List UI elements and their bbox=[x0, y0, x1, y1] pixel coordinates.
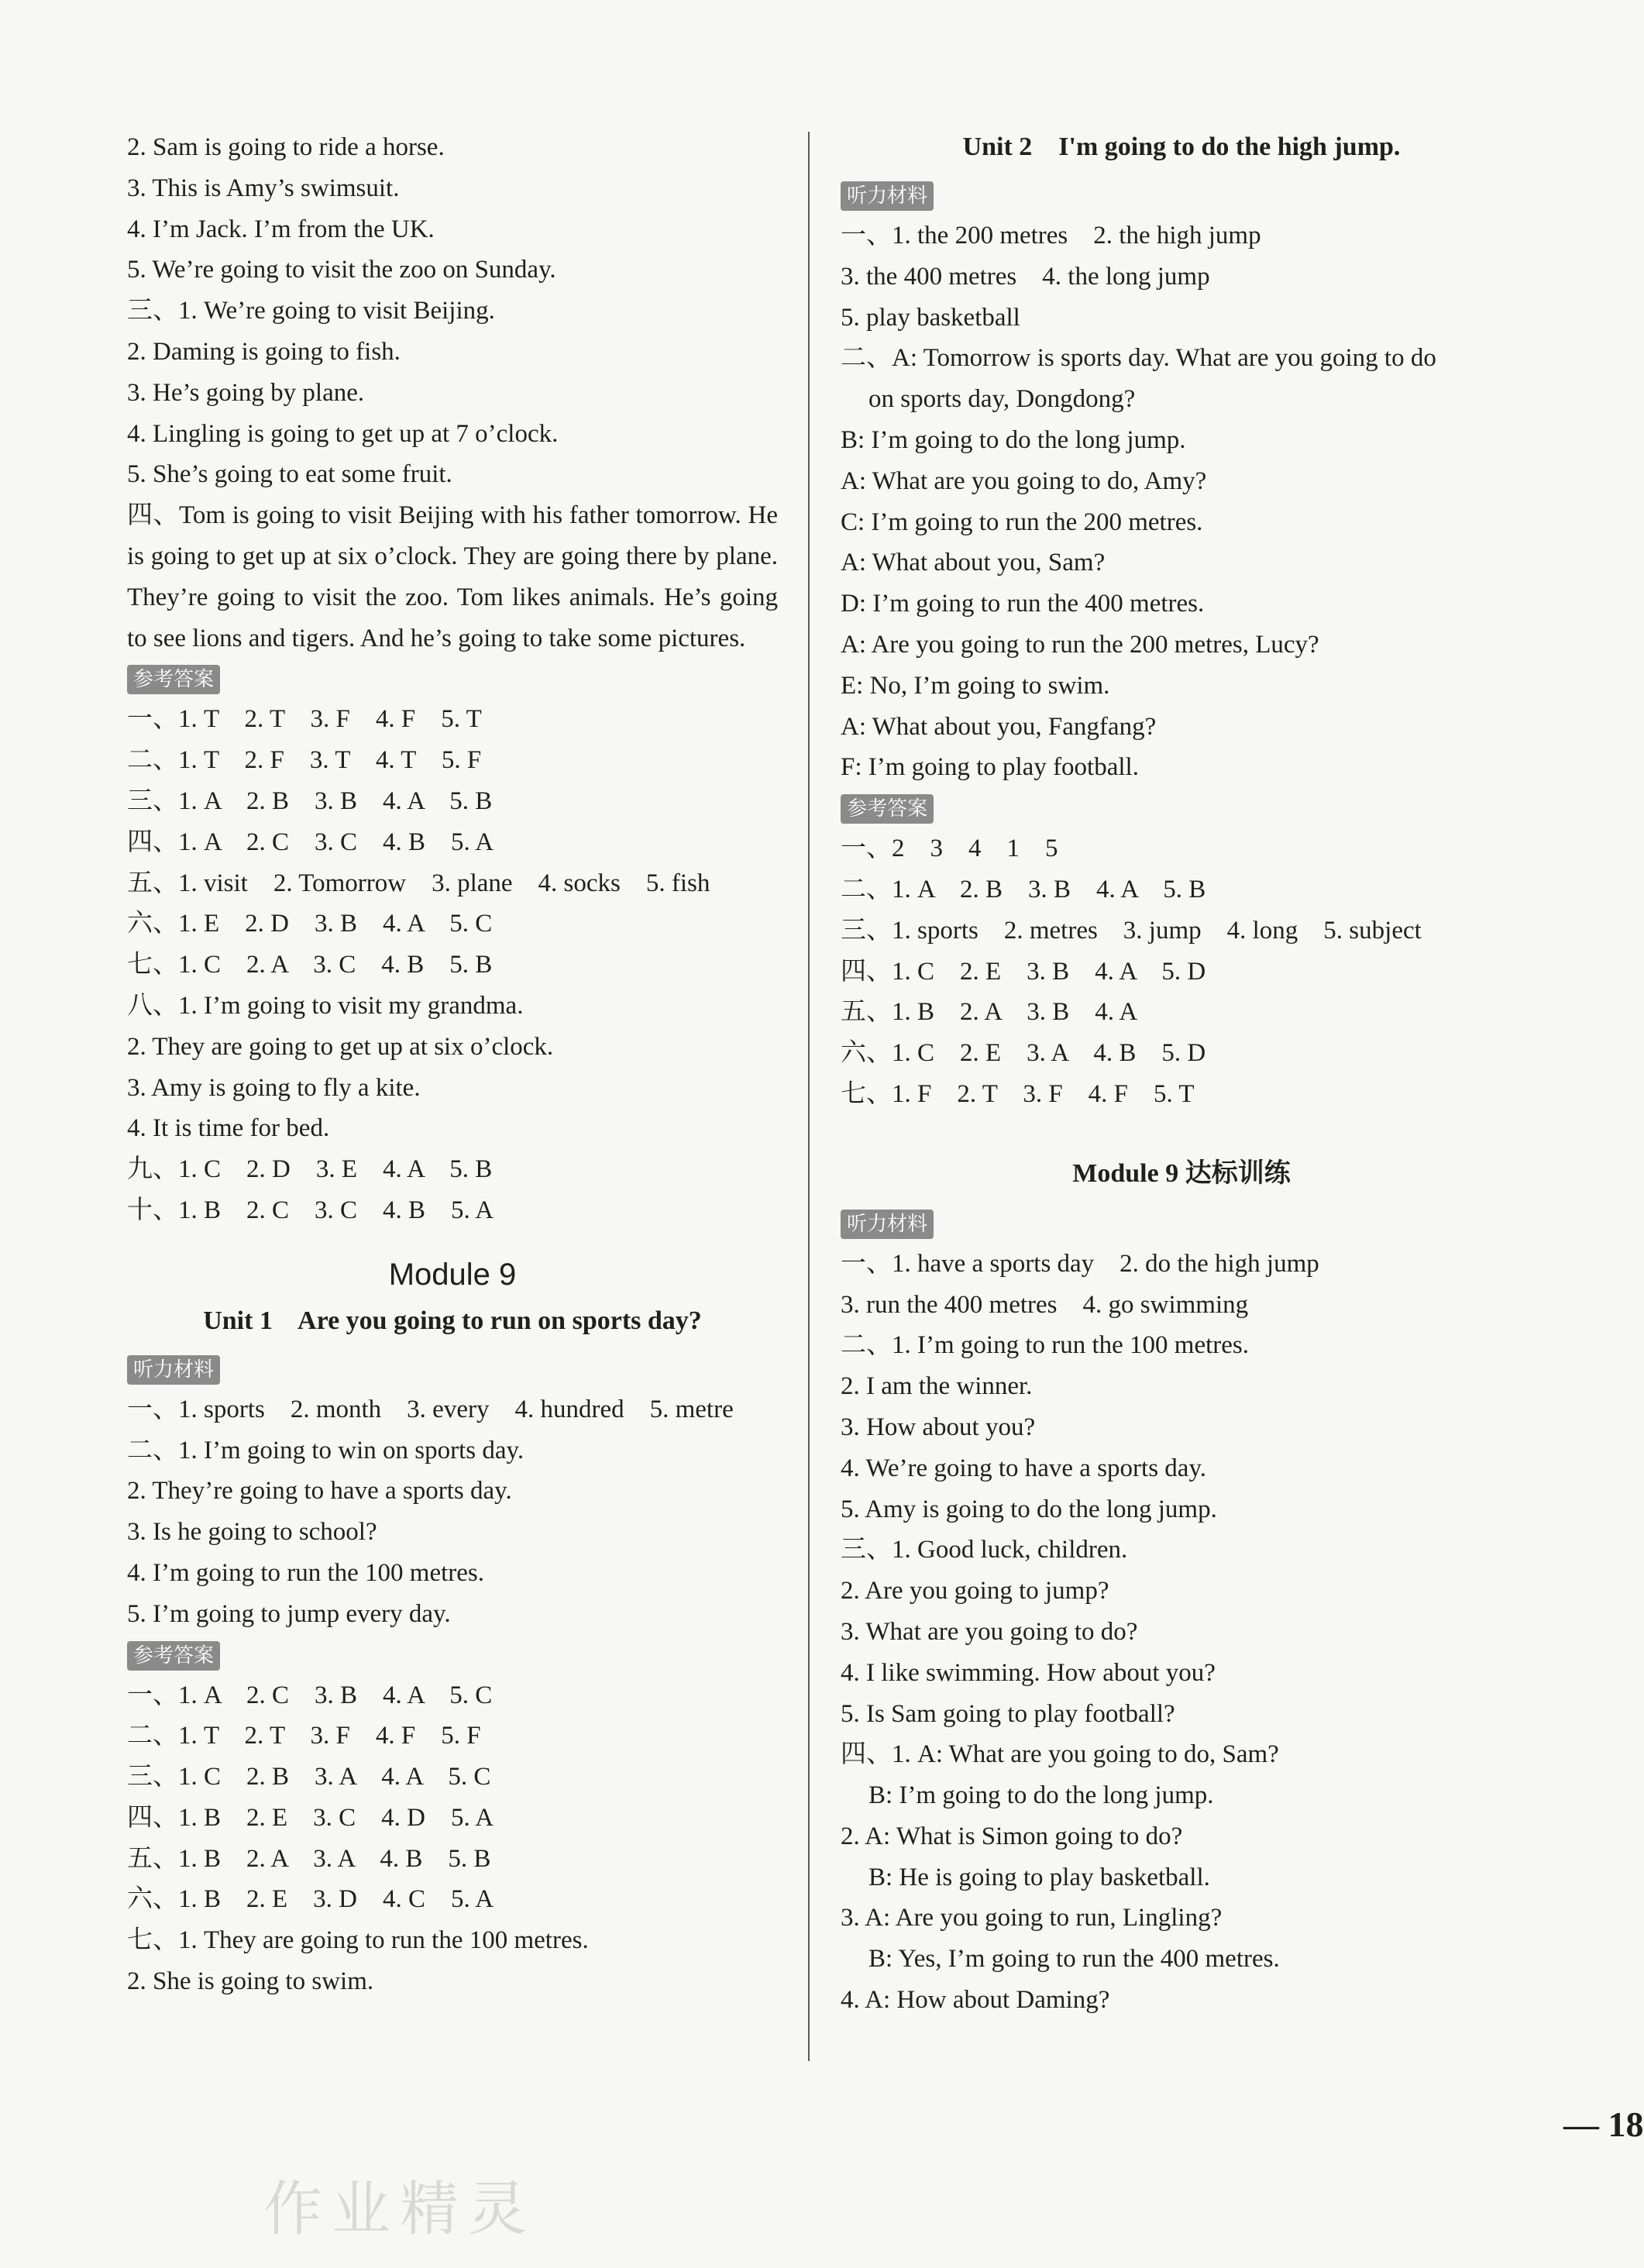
section-title: Module 9 达标训练 bbox=[1072, 1158, 1291, 1188]
text-line: 三、1. C 2. B 3. A 4. A 5. C bbox=[127, 1763, 491, 1791]
module-title: Module 9 bbox=[388, 1257, 517, 1292]
text-line: 五、1. visit 2. Tomorrow 3. plane 4. socks 5. fish bbox=[127, 869, 710, 897]
left-column bbox=[127, 127, 778, 2002]
text-line: A: What are you going to do, Amy? bbox=[841, 466, 1207, 495]
dialogue-line: B: I’m going to do the long jump. bbox=[868, 1781, 1214, 1810]
text-line: 八、1. I’m going to visit my grandma. bbox=[127, 991, 524, 1020]
dialogue-line: 四、1. A: What are you going to do, Sam? bbox=[841, 1740, 1279, 1769]
dialogue-line: 3. A: Are you going to run, Lingling? bbox=[841, 1904, 1223, 1932]
text-line: 3. This is Amy’s swimsuit. bbox=[127, 174, 400, 202]
text-line: 五、1. B 2. A 3. A 4. B 5. B bbox=[127, 1844, 491, 1873]
text-line: 3. Amy is going to fly a kite. bbox=[127, 1073, 421, 1102]
dialogue-line: 4. A: How about Daming? bbox=[841, 1986, 1110, 2015]
text-line: 3. Is he going to school? bbox=[127, 1518, 377, 1547]
text-line: 三、1. Good luck, children. bbox=[841, 1536, 1128, 1564]
unit-title: Unit 1 Are you going to run on sports day? bbox=[203, 1306, 702, 1335]
listening-script bbox=[841, 215, 1522, 338]
listening-label: 听力材料 bbox=[127, 1355, 220, 1385]
dialogue-line: 二、A: Tomorrow is sports day. What are you going to do bbox=[841, 344, 1436, 373]
dialogue-questions bbox=[841, 1734, 1522, 2021]
text-line: E: No, I’m going to swim. bbox=[841, 671, 1110, 700]
text-line: A: Are you going to run the 200 metres, Lucy? bbox=[841, 630, 1319, 659]
text-line: 一、1. T 2. T 3. F 4. F 5. T bbox=[127, 705, 482, 734]
text-line: 5. We’re going to visit the zoo on Sunday. bbox=[127, 256, 556, 284]
text-line: 2. They’re going to have a sports day. bbox=[127, 1477, 512, 1506]
text-line: 三、1. A 2. B 3. B 4. A 5. B bbox=[127, 786, 493, 815]
text-line: A: What about you, Fangfang? bbox=[841, 712, 1157, 741]
text-line: 二、1. T 2. T 3. F 4. F 5. F bbox=[127, 1722, 481, 1750]
listening-label: 听力材料 bbox=[841, 181, 934, 211]
text-line: 3. What are you going to do? bbox=[841, 1617, 1138, 1646]
text-line: 5. Is Sam going to play football? bbox=[841, 1699, 1175, 1728]
text-line: 十、1. B 2. C 3. C 4. B 5. A bbox=[127, 1196, 494, 1224]
text-line: 七、1. They are going to run the 100 metres. bbox=[127, 1926, 589, 1955]
answer-key-label: 参考答案 bbox=[127, 1641, 220, 1671]
text-line: 一、1. have a sports day 2. do the high jump bbox=[841, 1249, 1319, 1278]
text-line: 5. She’s going to eat some fruit. bbox=[127, 460, 452, 489]
text-line: 3. the 400 metres 4. the long jump bbox=[841, 262, 1210, 291]
text-line: 4. It is time for bed. bbox=[127, 1114, 330, 1143]
text-line: D: I’m going to run the 400 metres. bbox=[841, 590, 1205, 618]
text-line: 5. play basketball bbox=[841, 303, 1020, 332]
page-number: — 18 bbox=[1563, 2105, 1644, 2144]
text-line: 3. run the 400 metres 4. go swimming bbox=[841, 1290, 1249, 1319]
text-line: 2. Sam is going to ride a horse. bbox=[127, 133, 445, 161]
text-line: 四、1. C 2. E 3. B 4. A 5. D bbox=[841, 957, 1206, 986]
text-line: 六、1. E 2. D 3. B 4. A 5. C bbox=[127, 910, 493, 938]
text-line: 4. I’m Jack. I’m from the UK. bbox=[127, 215, 435, 243]
text-line: F: I’m going to play football. bbox=[841, 753, 1139, 782]
text-line: B: I’m going to do the long jump. bbox=[841, 425, 1186, 454]
text-line: 5. Amy is going to do the long jump. bbox=[841, 1495, 1217, 1523]
text-line: 2. Daming is going to fish. bbox=[127, 337, 401, 366]
dialogue-line: B: Yes, I’m going to run the 400 metres. bbox=[868, 1945, 1280, 1974]
text-line: 二、1. A 2. B 3. B 4. A 5. B bbox=[841, 875, 1206, 903]
text-line: 三、1. sports 2. metres 3. jump 4. long 5. subject bbox=[841, 916, 1422, 945]
text-line: 4. I’m going to run the 100 metres. bbox=[127, 1558, 485, 1587]
text-line: 二、1. I’m going to win on sports day. bbox=[127, 1436, 524, 1464]
text-line: 九、1. C 2. D 3. E 4. A 5. B bbox=[127, 1155, 493, 1184]
unit-title: Unit 2 I'm going to do the high jump. bbox=[962, 133, 1401, 161]
listening-script bbox=[841, 1244, 1522, 1735]
text-line: 四、1. B 2. E 3. C 4. D 5. A bbox=[127, 1803, 494, 1832]
text-line: 六、1. C 2. E 3. A 4. B 5. D bbox=[841, 1039, 1206, 1068]
answer-key bbox=[127, 1675, 778, 2002]
text-line: 一、1. the 200 metres 2. the high jump bbox=[841, 222, 1261, 250]
text-line: 4. We’re going to have a sports day. bbox=[841, 1454, 1207, 1482]
answer-key-label: 参考答案 bbox=[841, 794, 934, 824]
text-line: 七、1. C 2. A 3. C 4. B 5. B bbox=[127, 951, 493, 979]
answer-key bbox=[127, 699, 778, 1230]
column-divider bbox=[808, 132, 810, 2061]
text-line: 五、1. B 2. A 3. B 4. A bbox=[841, 998, 1138, 1027]
text-line: 一、1. sports 2. month 3. every 4. hundred 5. metre bbox=[127, 1395, 734, 1423]
text-line: 2. Are you going to jump? bbox=[841, 1577, 1109, 1605]
watermark: 作业精灵 bbox=[263, 2174, 536, 2243]
text-line: 二、1. T 2. F 3. T 4. T 5. F bbox=[127, 746, 482, 775]
dialogue bbox=[841, 420, 1522, 788]
listening-label: 听力材料 bbox=[841, 1210, 934, 1239]
text-line: 一、2 3 4 1 5 bbox=[841, 835, 1058, 863]
text-line: 三、1. We’re going to visit Beijing. bbox=[127, 297, 495, 325]
text-line: 2. She is going to swim. bbox=[127, 1967, 374, 1996]
text-line: 4. Lingling is going to get up at 7 o’clock. bbox=[127, 419, 559, 448]
text-line: 4. I like swimming. How about you? bbox=[841, 1658, 1216, 1687]
passage-paragraph: 四、Tom is going to visit Beijing with his father tomorrow. He is going to get up at six o’clock. They are going there by plane. They’re going to visit the zoo. Tom likes animals. He’s going to see lions and tigers. And he’s going to take some pictures. bbox=[127, 501, 778, 652]
dialogue-line: 2. A: What is Simon going to do? bbox=[841, 1822, 1183, 1850]
text-line: 六、1. B 2. E 3. D 4. C 5. A bbox=[127, 1885, 494, 1914]
text-line: 3. How about you? bbox=[841, 1413, 1036, 1441]
text-line: 一、1. A 2. C 3. B 4. A 5. C bbox=[127, 1681, 493, 1709]
dialogue-line: B: He is going to play basketball. bbox=[868, 1863, 1210, 1891]
listening-script bbox=[127, 1389, 778, 1635]
text-line: 3. He’s going by plane. bbox=[127, 378, 365, 407]
text-line: A: What about you, Sam? bbox=[841, 549, 1106, 577]
listening-script-part bbox=[127, 127, 778, 495]
text-line: 5. I’m going to jump every day. bbox=[127, 1599, 451, 1628]
text-line: 四、1. A 2. C 3. C 4. B 5. A bbox=[127, 828, 494, 856]
answer-key-label: 参考答案 bbox=[127, 665, 220, 694]
text-line: C: I’m going to run the 200 metres. bbox=[841, 508, 1203, 536]
text-line: 2. They are going to get up at six o’clock. bbox=[127, 1032, 554, 1061]
text-line: 2. I am the winner. bbox=[841, 1372, 1033, 1401]
text-line: 二、1. I’m going to run the 100 metres. bbox=[841, 1331, 1250, 1360]
dialogue-line: on sports day, Dongdong? bbox=[868, 385, 1136, 414]
right-column bbox=[841, 127, 1522, 2021]
answer-key bbox=[841, 828, 1522, 1115]
text-line: 七、1. F 2. T 3. F 4. F 5. T bbox=[841, 1079, 1195, 1108]
